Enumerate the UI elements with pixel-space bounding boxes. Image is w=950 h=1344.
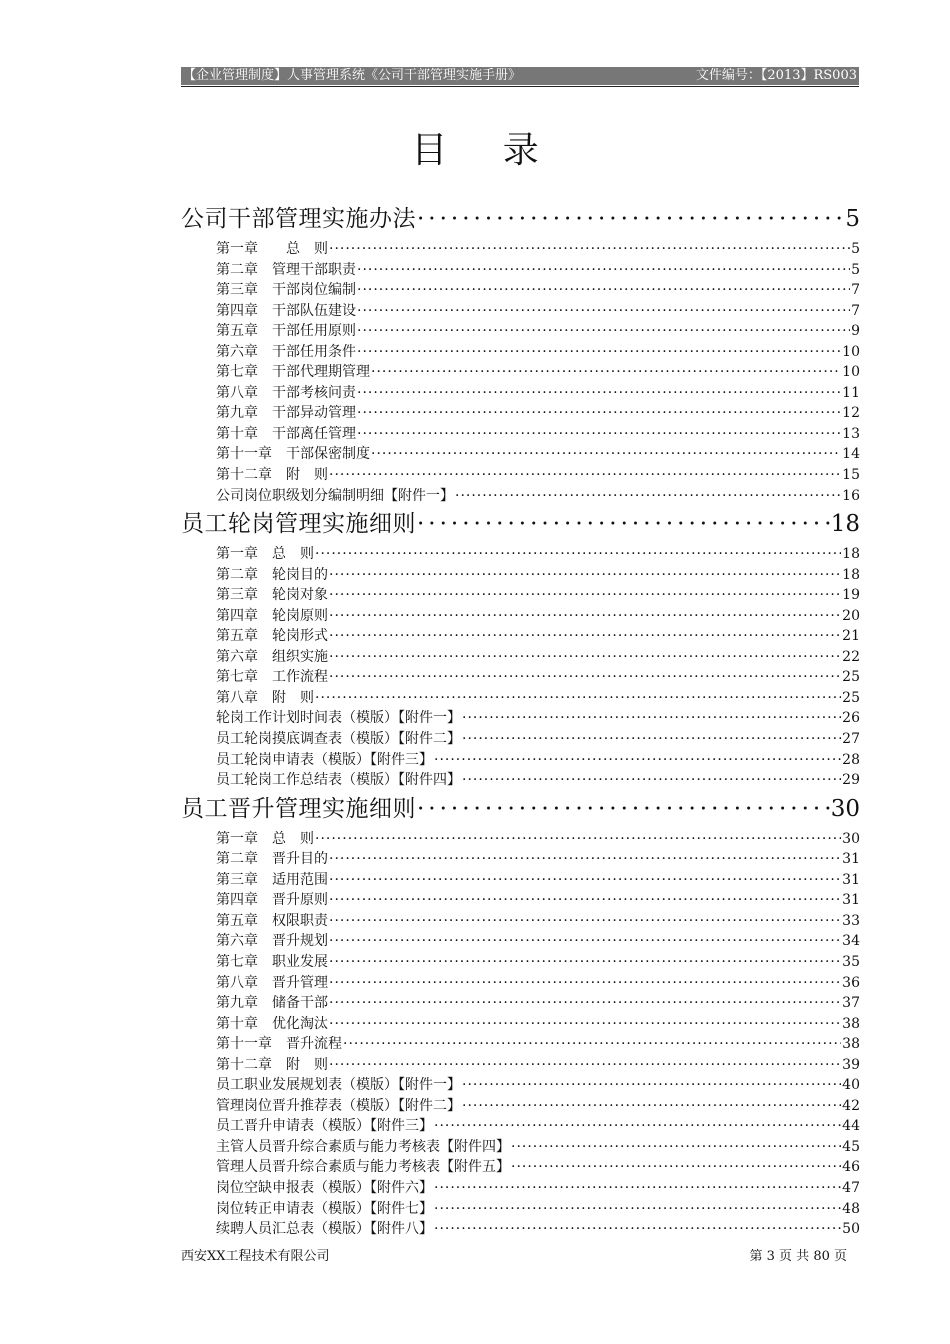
toc-entry[interactable] — [181, 769, 860, 790]
toc-dot-leader — [329, 608, 841, 624]
toc-dot-leader — [329, 1057, 841, 1073]
toc-entry-page: 35 — [842, 953, 860, 970]
toc-dot-leader — [329, 872, 841, 888]
toc-entry-label: 第十二章 附 则 — [216, 467, 328, 484]
toc-entry-label: 第六章 晋升规划 — [216, 933, 328, 950]
toc-dot-leader — [462, 1098, 841, 1114]
toc-section-entry[interactable] — [181, 200, 860, 238]
toc-dot-leader — [343, 1036, 841, 1052]
toc-entry-label: 管理人员晋升综合素质与能力考核表【附件五】 — [216, 1159, 510, 1176]
toc-entry-page: 15 — [842, 467, 860, 484]
toc-entry-label: 管理岗位晋升推荐表（模版）【附件二】 — [216, 1097, 461, 1114]
toc-entry[interactable] — [181, 666, 860, 687]
toc-entry-page: 19 — [842, 587, 860, 604]
toc-entry-page: 28 — [842, 751, 860, 768]
toc-entry-label: 第三章 轮岗对象 — [216, 587, 328, 604]
toc-entry[interactable] — [181, 584, 860, 605]
toc-dot-leader — [357, 405, 841, 421]
toc-entry-page: 31 — [842, 871, 860, 888]
toc-dot-leader — [329, 975, 841, 991]
toc-entry[interactable] — [181, 869, 860, 890]
toc-dot-leader — [329, 933, 841, 949]
toc-dot-leader — [511, 1159, 841, 1175]
toc-entry-page: 25 — [842, 669, 860, 686]
toc-entry-label: 岗位转正申请表（模版）【附件七】 — [216, 1200, 433, 1217]
header-rule — [181, 86, 859, 87]
toc-entry-page: 42 — [842, 1097, 860, 1114]
toc-entry[interactable] — [181, 382, 860, 403]
toc-entry[interactable] — [181, 828, 860, 849]
toc-dot-leader — [357, 282, 850, 298]
toc-dot-leader — [329, 913, 841, 929]
toc-dot-leader — [417, 796, 830, 822]
toc-entry-page: 18 — [842, 566, 860, 583]
toc-entry-label: 员工轮岗工作总结表（模版）【附件四】 — [216, 772, 461, 789]
toc-dot-leader — [455, 488, 841, 504]
toc-entry-label: 第一章 总 则 — [216, 546, 314, 563]
toc-entry[interactable] — [181, 341, 860, 362]
toc-entry[interactable] — [181, 361, 860, 382]
toc-entry-page: 31 — [842, 851, 860, 868]
toc-entry-label: 第一章 总 则 — [216, 241, 328, 257]
toc-entry-label: 第十章 优化淘汰 — [216, 1015, 328, 1032]
toc-dot-leader — [357, 323, 850, 339]
toc-dot-leader — [329, 628, 841, 644]
toc-entry-page: 7 — [851, 302, 860, 319]
toc-dot-leader — [329, 241, 850, 257]
toc-entry-label: 员工轮岗摸底调查表（模版）【附件二】 — [216, 731, 461, 748]
toc-dot-leader — [462, 731, 841, 747]
toc-entry-page: 18 — [830, 511, 860, 538]
toc-entry-page: 26 — [842, 710, 860, 727]
toc-entry-page: 16 — [842, 487, 860, 504]
toc-entry-label: 第六章 组织实施 — [216, 648, 328, 665]
toc-entry-label: 第五章 干部任用原则 — [216, 323, 356, 340]
toc-entry[interactable] — [181, 1136, 860, 1157]
toc-entry[interactable] — [181, 1115, 860, 1136]
toc-entry[interactable] — [181, 543, 860, 564]
toc-entry[interactable] — [181, 485, 860, 506]
toc-entry[interactable] — [181, 564, 860, 585]
toc-entry-label: 主管人员晋升综合素质与能力考核表【附件四】 — [216, 1138, 510, 1155]
toc-entry-label: 第九章 储备干部 — [216, 995, 328, 1012]
toc-entry-page: 36 — [842, 974, 860, 991]
page-header — [181, 67, 859, 85]
toc-entry-label: 第四章 干部队伍建设 — [216, 302, 356, 319]
toc-entry[interactable] — [181, 1177, 860, 1198]
toc-entry[interactable] — [181, 259, 860, 280]
toc-entry-page: 39 — [842, 1056, 860, 1073]
toc-entry-page: 25 — [842, 689, 860, 706]
toc-entry-page: 18 — [842, 546, 860, 563]
toc-entry-page: 12 — [842, 405, 860, 422]
toc-entry-label: 第四章 轮岗原则 — [216, 607, 328, 624]
toc-dot-leader — [357, 262, 850, 278]
toc-entry-page: 45 — [842, 1138, 860, 1155]
toc-entry-page: 5 — [851, 241, 860, 257]
toc-entry-label: 第七章 职业发展 — [216, 953, 328, 970]
toc-dot-leader — [371, 446, 841, 462]
footer-page-info: 第 3 页 共 80 页 — [749, 1249, 847, 1264]
toc-entry[interactable] — [181, 1218, 860, 1239]
toc-entry[interactable] — [181, 423, 860, 444]
toc-entry-label: 公司岗位职级划分编制明细【附件一】 — [216, 487, 454, 504]
toc-entry-page: 20 — [842, 607, 860, 624]
toc-entry-label: 第五章 轮岗形式 — [216, 628, 328, 645]
toc-dot-leader — [434, 752, 841, 768]
toc-entry[interactable] — [181, 951, 860, 972]
toc-dot-leader — [417, 206, 844, 232]
toc-entry-page: 22 — [842, 648, 860, 665]
toc-dot-leader — [357, 385, 841, 401]
toc-entry-page: 44 — [842, 1118, 860, 1135]
toc-entry[interactable] — [181, 1074, 860, 1095]
toc-entry[interactable] — [181, 464, 860, 485]
toc-section-entry[interactable] — [181, 505, 860, 543]
toc-entry-label: 第八章 晋升管理 — [216, 974, 328, 991]
toc-entry-label: 第二章 晋升目的 — [216, 851, 328, 868]
toc-entry-page: 10 — [842, 364, 860, 381]
toc-entry[interactable] — [181, 848, 860, 869]
toc-dot-leader — [329, 649, 841, 665]
toc-entry-label: 第三章 适用范围 — [216, 871, 328, 888]
toc-dot-leader — [329, 567, 841, 583]
toc-entry[interactable] — [181, 625, 860, 646]
toc-entry-page: 40 — [842, 1077, 860, 1094]
toc-dot-leader — [357, 303, 850, 319]
toc-entry-label: 第八章 附 则 — [216, 689, 314, 706]
toc-dot-leader — [434, 1221, 841, 1237]
toc-dot-leader — [315, 546, 841, 562]
toc-dot-leader — [357, 344, 841, 360]
toc-entry-page: 11 — [842, 384, 860, 401]
toc-entry[interactable] — [181, 930, 860, 951]
toc-entry-page: 34 — [842, 933, 860, 950]
toc-entry-label: 第十章 干部离任管理 — [216, 425, 356, 442]
toc-entry-label: 第四章 晋升原则 — [216, 892, 328, 909]
toc-entry-page: 50 — [842, 1221, 860, 1238]
toc-entry-page: 30 — [830, 795, 860, 822]
toc-dot-leader — [434, 1118, 841, 1134]
toc-entry[interactable] — [181, 443, 860, 464]
toc-entry-label: 公司干部管理实施办法 — [181, 206, 416, 232]
toc-entry[interactable] — [181, 238, 860, 259]
toc-entry-page: 47 — [842, 1179, 860, 1196]
toc-dot-leader — [329, 954, 841, 970]
toc-entry-label: 员工晋升申请表（模版）【附件三】 — [216, 1118, 433, 1135]
toc-entry-page: 33 — [842, 912, 860, 929]
toc-entry-label: 第三章 干部岗位编制 — [216, 282, 356, 299]
toc-entry[interactable] — [181, 1013, 860, 1034]
toc-entry-label: 第六章 干部任用条件 — [216, 343, 356, 360]
toc-dot-leader — [357, 426, 841, 442]
page-footer — [181, 1245, 847, 1264]
toc-entry[interactable] — [181, 889, 860, 910]
toc-entry[interactable] — [181, 707, 860, 728]
toc-entry-page: 31 — [842, 892, 860, 909]
toc-entry-label: 第十二章 附 则 — [216, 1056, 328, 1073]
toc-entry-page: 9 — [851, 323, 860, 340]
header-doc-name: 【企业管理制度】人事管理系统《公司干部管理实施手册》 — [183, 68, 522, 83]
toc-entry-page: 13 — [842, 425, 860, 442]
toc-dot-leader — [329, 851, 841, 867]
toc-entry-label: 员工轮岗申请表（模版）【附件三】 — [216, 751, 433, 768]
toc-dot-leader — [329, 587, 841, 603]
toc-entry-page: 30 — [842, 830, 860, 847]
toc-entry[interactable] — [181, 910, 860, 931]
toc-entry[interactable] — [181, 687, 860, 708]
toc-entry-label: 续聘人员汇总表（模版）【附件八】 — [216, 1221, 433, 1238]
toc-entry[interactable] — [181, 646, 860, 667]
toc-entry[interactable] — [181, 1095, 860, 1116]
toc-dot-leader — [329, 892, 841, 908]
toc-dot-leader — [315, 831, 841, 847]
toc-dot-leader — [329, 467, 841, 483]
toc-dot-leader — [462, 710, 841, 726]
toc-entry-label: 员工轮岗管理实施细则 — [181, 511, 416, 538]
toc-entry-label: 第十一章 干部保密制度 — [216, 446, 370, 463]
toc-entry-page: 38 — [842, 1036, 860, 1053]
table-of-contents — [181, 200, 860, 1239]
toc-entry[interactable] — [181, 749, 860, 770]
toc-entry-label: 第九章 干部异动管理 — [216, 405, 356, 422]
toc-entry-page: 46 — [842, 1159, 860, 1176]
toc-entry-label: 第十一章 晋升流程 — [216, 1036, 342, 1053]
toc-entry-label: 第二章 轮岗目的 — [216, 566, 328, 583]
toc-dot-leader — [462, 772, 841, 788]
toc-entry-page: 7 — [851, 282, 860, 299]
toc-dot-leader — [315, 690, 841, 706]
toc-entry-label: 第二章 管理干部职责 — [216, 261, 356, 278]
toc-dot-leader — [434, 1180, 841, 1196]
toc-dot-leader — [462, 1077, 841, 1093]
toc-entry[interactable] — [181, 728, 860, 749]
toc-entry-page: 5 — [845, 206, 860, 232]
toc-dot-leader — [434, 1201, 841, 1217]
toc-entry-page: 21 — [842, 628, 860, 645]
toc-entry-page: 14 — [842, 446, 860, 463]
toc-entry-page: 29 — [842, 772, 860, 789]
toc-entry[interactable] — [181, 1156, 860, 1177]
toc-entry[interactable] — [181, 992, 860, 1013]
toc-entry-page: 10 — [842, 343, 860, 360]
toc-entry[interactable] — [181, 1054, 860, 1075]
toc-entry-page: 38 — [842, 1015, 860, 1032]
toc-entry[interactable] — [181, 320, 860, 341]
toc-entry-label: 员工晋升管理实施细则 — [181, 795, 416, 822]
toc-entry-page: 37 — [842, 995, 860, 1012]
toc-entry-page: 48 — [842, 1200, 860, 1217]
toc-entry-label: 岗位空缺申报表（模版）【附件六】 — [216, 1179, 433, 1196]
toc-entry-label: 第七章 干部代理期管理 — [216, 364, 370, 381]
toc-entry[interactable] — [181, 1198, 860, 1219]
toc-entry-page: 27 — [842, 731, 860, 748]
toc-entry[interactable] — [181, 402, 860, 423]
page-title: 目 录 — [411, 130, 561, 171]
footer-company: 西安XX工程技术有限公司 — [181, 1249, 330, 1264]
toc-dot-leader — [329, 995, 841, 1011]
toc-entry[interactable] — [181, 1033, 860, 1054]
toc-dot-leader — [329, 669, 841, 685]
toc-section-entry[interactable] — [181, 790, 860, 828]
toc-dot-leader — [371, 364, 841, 380]
toc-entry-label: 轮岗工作计划时间表（模版）【附件一】 — [216, 710, 461, 727]
toc-entry-page: 5 — [851, 261, 860, 278]
toc-entry[interactable] — [181, 972, 860, 993]
toc-entry-label: 第五章 权限职责 — [216, 912, 328, 929]
toc-entry-label: 第一章 总 则 — [216, 830, 314, 847]
toc-entry-label: 第七章 工作流程 — [216, 669, 328, 686]
toc-dot-leader — [417, 511, 830, 537]
toc-entry-label: 第八章 干部考核问责 — [216, 384, 356, 401]
header-file-number: 文件编号：【2013】RS003 — [695, 68, 857, 83]
toc-entry[interactable] — [181, 300, 860, 321]
toc-entry[interactable] — [181, 279, 860, 300]
toc-entry[interactable] — [181, 605, 860, 626]
toc-entry-label: 员工职业发展规划表（模版）【附件一】 — [216, 1077, 461, 1094]
toc-dot-leader — [329, 1016, 841, 1032]
toc-dot-leader — [511, 1139, 841, 1155]
